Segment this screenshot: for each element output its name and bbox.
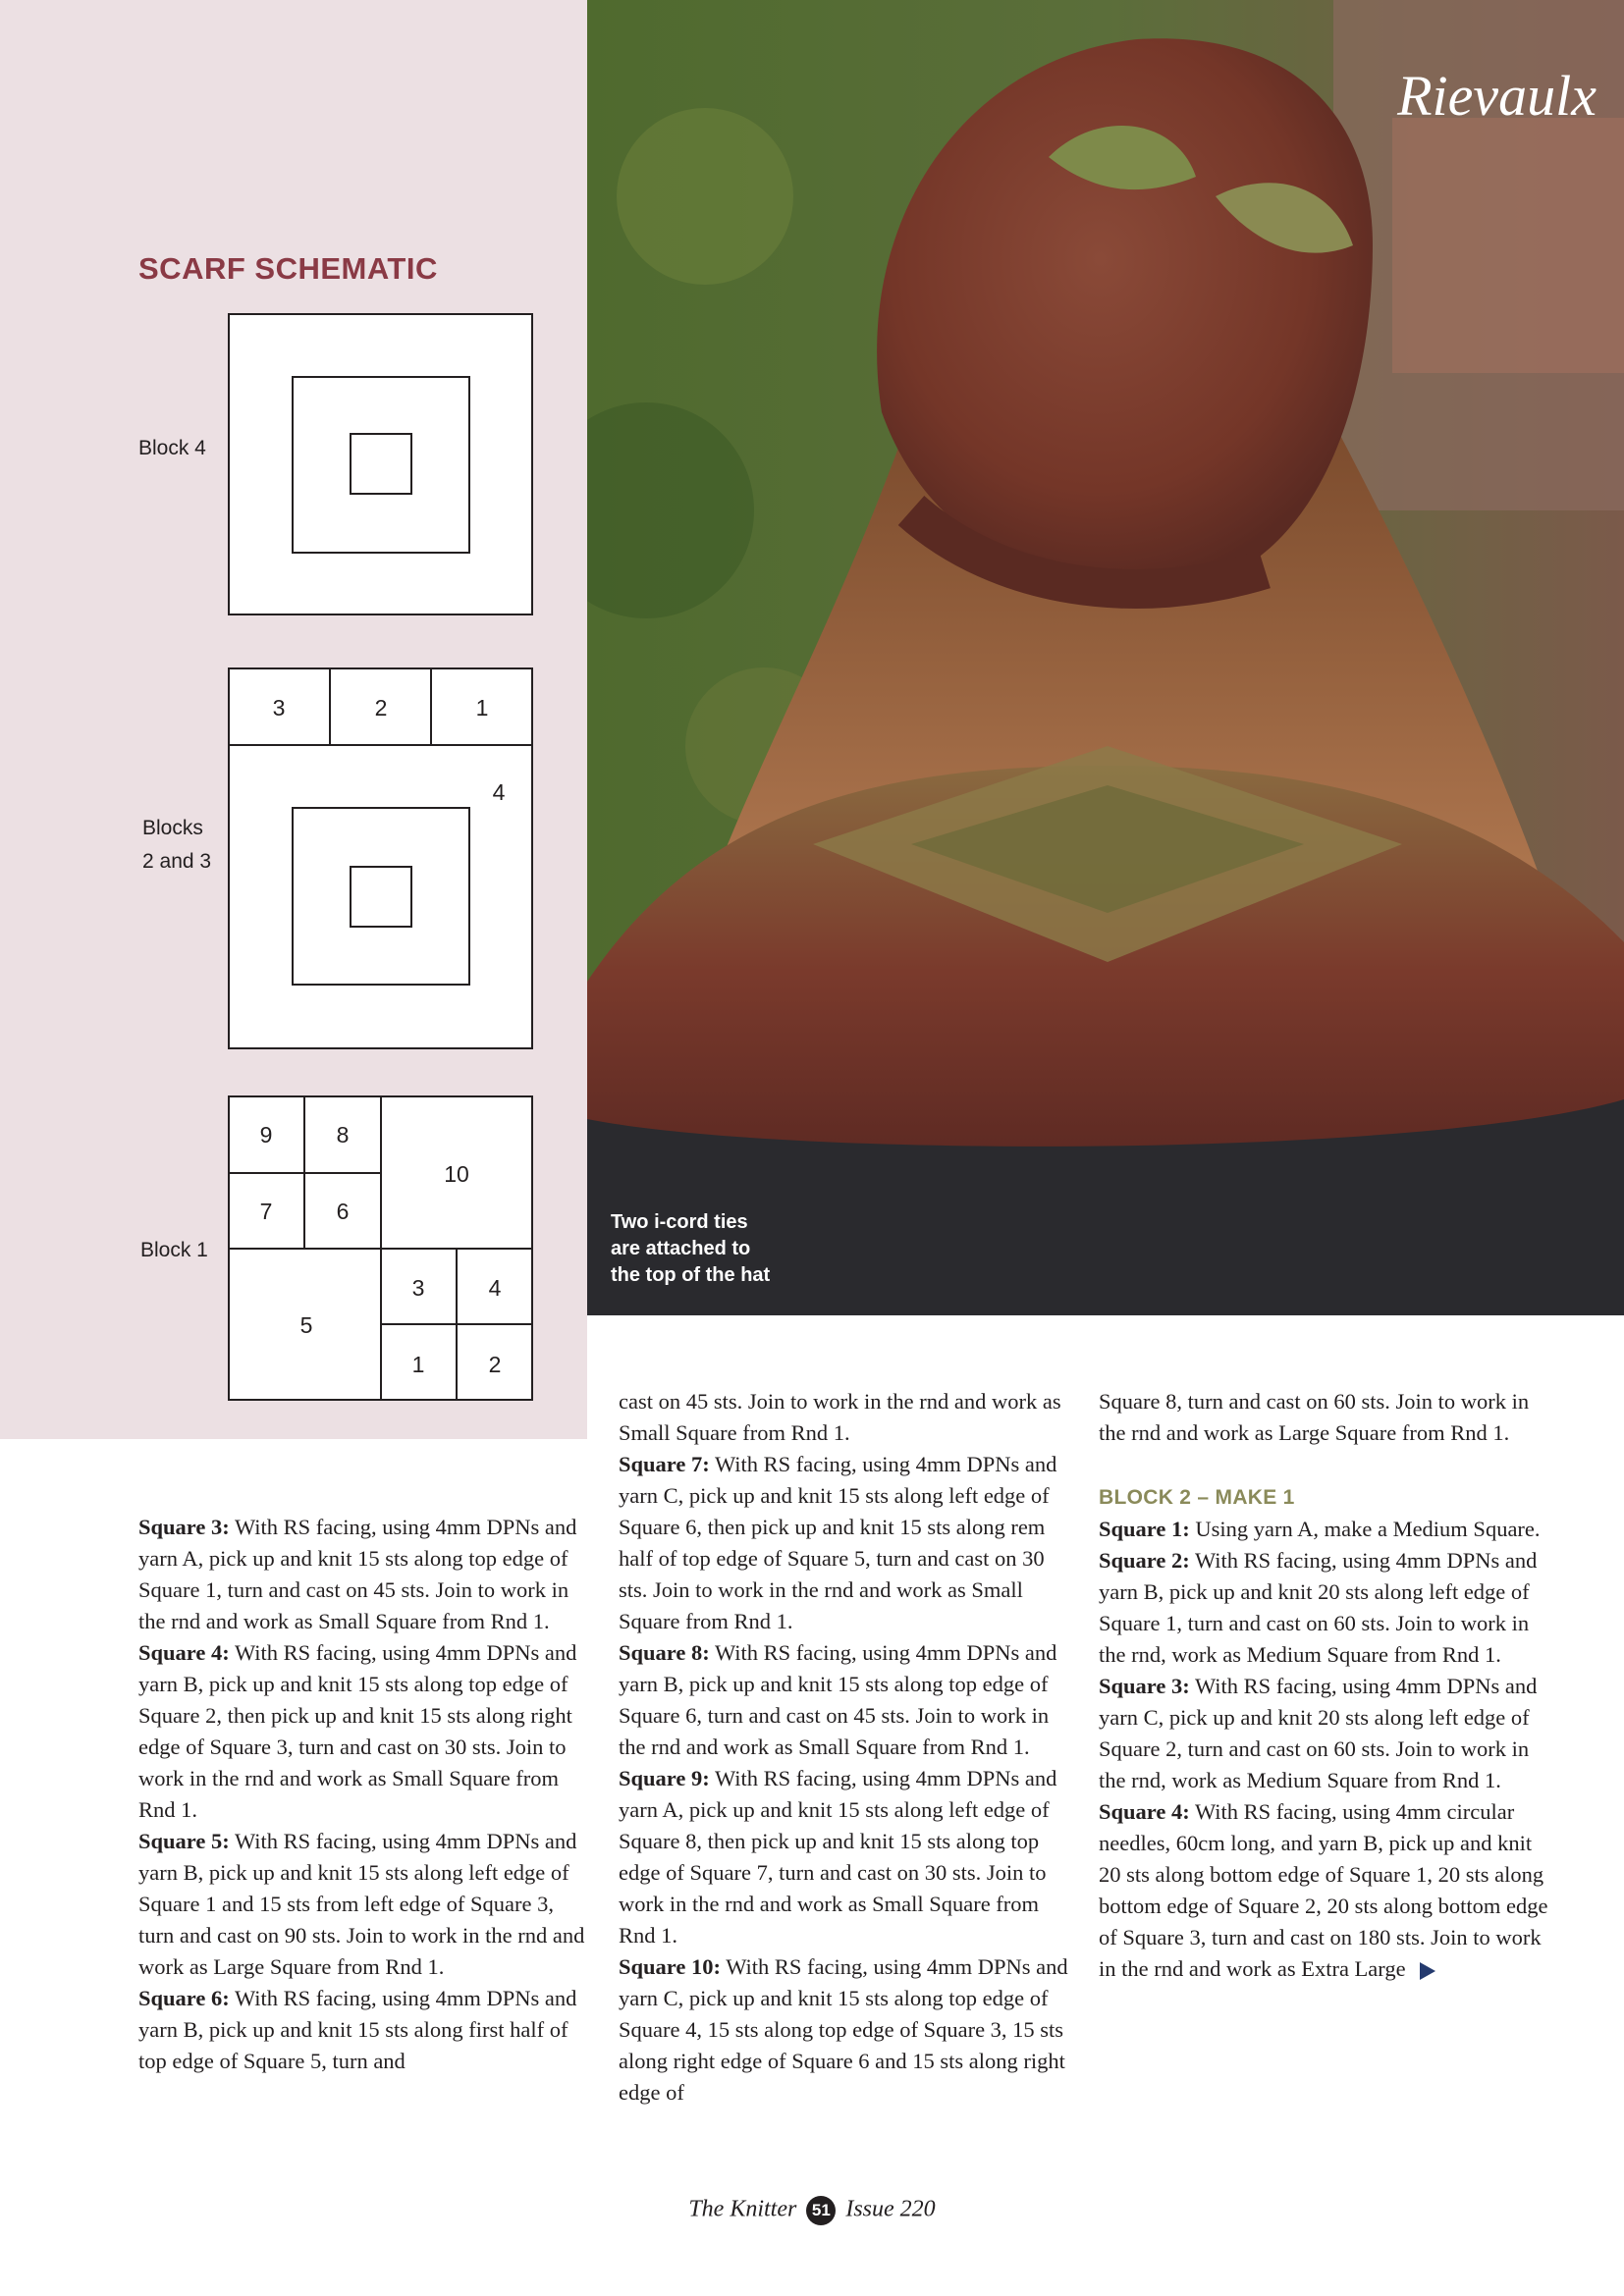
pattern-title: Rievaulx bbox=[1397, 64, 1597, 128]
b1-num-9: 9 bbox=[259, 1122, 273, 1148]
b1-num-7: 7 bbox=[259, 1199, 273, 1224]
instruction-paragraph: Square 9: With RS facing, using 4mm DPNs and yarn A, pick up and knit 15 sts along left edge of Square 8, then pick up and knit 15 sts along top edge of Square 7, turn and cast on 30 sts. Join to work in the rnd and work as Small Square from Rnd 1. bbox=[619, 1766, 1057, 1948]
instruction-paragraph: Square 8, turn and cast on 60 sts. Join to work in the rnd and work as Large Square from Rnd 1. bbox=[1099, 1389, 1530, 1445]
b23-num-2: 2 bbox=[374, 695, 388, 721]
page-footer bbox=[0, 2196, 1624, 2225]
text-column-1 bbox=[138, 1512, 592, 2077]
instruction-paragraph: cast on 45 sts. Join to work in the rnd and work as Small Square from Rnd 1. bbox=[619, 1389, 1061, 1445]
b23-num-4: 4 bbox=[492, 779, 506, 805]
hat-scarf-photo bbox=[587, 0, 1624, 1315]
block4-inner bbox=[351, 434, 411, 494]
block23-inner bbox=[351, 867, 411, 927]
block23-label-line1: Blocks bbox=[142, 817, 203, 839]
photo-caption: Two i-cord ties are attached to the top of the hat bbox=[611, 1211, 771, 1286]
b1-num-1: 1 bbox=[411, 1352, 425, 1377]
b1-num-2: 2 bbox=[488, 1352, 502, 1377]
b1-num-8: 8 bbox=[336, 1122, 350, 1148]
page-number: 51 bbox=[806, 2196, 836, 2225]
schematic-title: SCARF SCHEMATIC bbox=[138, 251, 438, 286]
instruction-paragraph: Square 4: With RS facing, using 4mm DPNs and yarn B, pick up and knit 15 sts along top edge of Square 2, then pick up and knit 15 sts along right edge of Square 3, turn and cast on 30 sts. Join to work in the rnd and work as Small Square from Rnd 1. bbox=[138, 1640, 577, 1822]
b23-num-1: 1 bbox=[475, 695, 489, 721]
text-column-3 bbox=[1099, 1386, 1552, 1985]
b1-num-10: 10 bbox=[444, 1161, 469, 1187]
instruction-paragraph: Square 3: With RS facing, using 4mm DPNs and yarn A, pick up and knit 15 sts along top edge of Square 1, turn and cast on 45 sts. Join to work in the rnd and work as Small Square from Rnd 1. bbox=[138, 1515, 577, 1633]
b1-num-4: 4 bbox=[488, 1275, 502, 1301]
issue-number: Issue 220 bbox=[845, 2196, 936, 2222]
instruction-paragraph: Square 7: With RS facing, using 4mm DPNs and yarn C, pick up and knit 15 sts along left edge of Square 6, then pick up and knit 15 sts along rem half of top edge of Square 5, turn and cast on 30 sts. Join to work in the rnd and work as Small Square from Rnd 1. bbox=[619, 1452, 1057, 1633]
block1-label: Block 1 bbox=[140, 1239, 208, 1261]
b1-num-5: 5 bbox=[299, 1312, 313, 1338]
instruction-paragraph: Square 3: With RS facing, using 4mm DPNs and yarn C, pick up and knit 20 sts along left edge of Square 2, turn and cast on 60 sts. Join to work in the rnd, work as Medium Square from Rnd 1. bbox=[1099, 1674, 1538, 1792]
instruction-paragraph: Square 4: With RS facing, using 4mm circular needles, 60cm long, and yarn B, pick up and knit 20 sts along bottom edge of Square 1, 20 sts along bottom edge of Square 2, 20 sts along bottom edge of Square 3, turn and cast on 180 sts. Join to work in the rnd and work as Extra Large bbox=[1099, 1799, 1548, 1981]
continue-arrow-icon bbox=[1420, 1962, 1435, 1980]
section-heading: BLOCK 2 – MAKE 1 bbox=[1099, 1486, 1295, 1509]
b1-num-6: 6 bbox=[336, 1199, 350, 1224]
magazine-name: The Knitter bbox=[688, 2196, 797, 2222]
instruction-paragraph: Square 5: With RS facing, using 4mm DPNs and yarn B, pick up and knit 15 sts along left edge of Square 1 and 15 sts from left edge of Square 3, turn and cast on 90 sts. Join to work in the rnd and work as Large Square from Rnd 1. bbox=[138, 1829, 585, 1979]
b1-num-3: 3 bbox=[411, 1275, 425, 1301]
instruction-paragraph: Square 6: With RS facing, using 4mm DPNs and yarn B, pick up and knit 15 sts along first half of top edge of Square 5, turn and bbox=[138, 1986, 577, 2073]
instruction-paragraph: Square 2: With RS facing, using 4mm DPNs and yarn B, pick up and knit 20 sts along left edge of Square 1, turn and cast on 60 sts. Join to work in the rnd, work as Medium Square from Rnd 1. bbox=[1099, 1548, 1538, 1667]
b23-num-3: 3 bbox=[272, 695, 286, 721]
instruction-paragraph: Square 1: Using yarn A, make a Medium Square. bbox=[1099, 1517, 1541, 1541]
scarf-schematic-diagram bbox=[0, 0, 587, 1439]
text-column-2 bbox=[619, 1386, 1072, 2109]
instruction-paragraph: Square 10: With RS facing, using 4mm DPNs and yarn C, pick up and knit 15 sts along top edge of Square 4, 15 sts along top edge of Square 3, 15 sts along right edge of Square 6 and 15 sts along right edge of bbox=[619, 1954, 1068, 2105]
block23-label-line2: 2 and 3 bbox=[142, 850, 212, 873]
block4-label: Block 4 bbox=[138, 437, 206, 459]
instruction-paragraph: Square 8: With RS facing, using 4mm DPNs and yarn B, pick up and knit 15 sts along top edge of Square 6, turn and cast on 45 sts. Join to work in the rnd and work as Small Square from Rnd 1. bbox=[619, 1640, 1057, 1759]
